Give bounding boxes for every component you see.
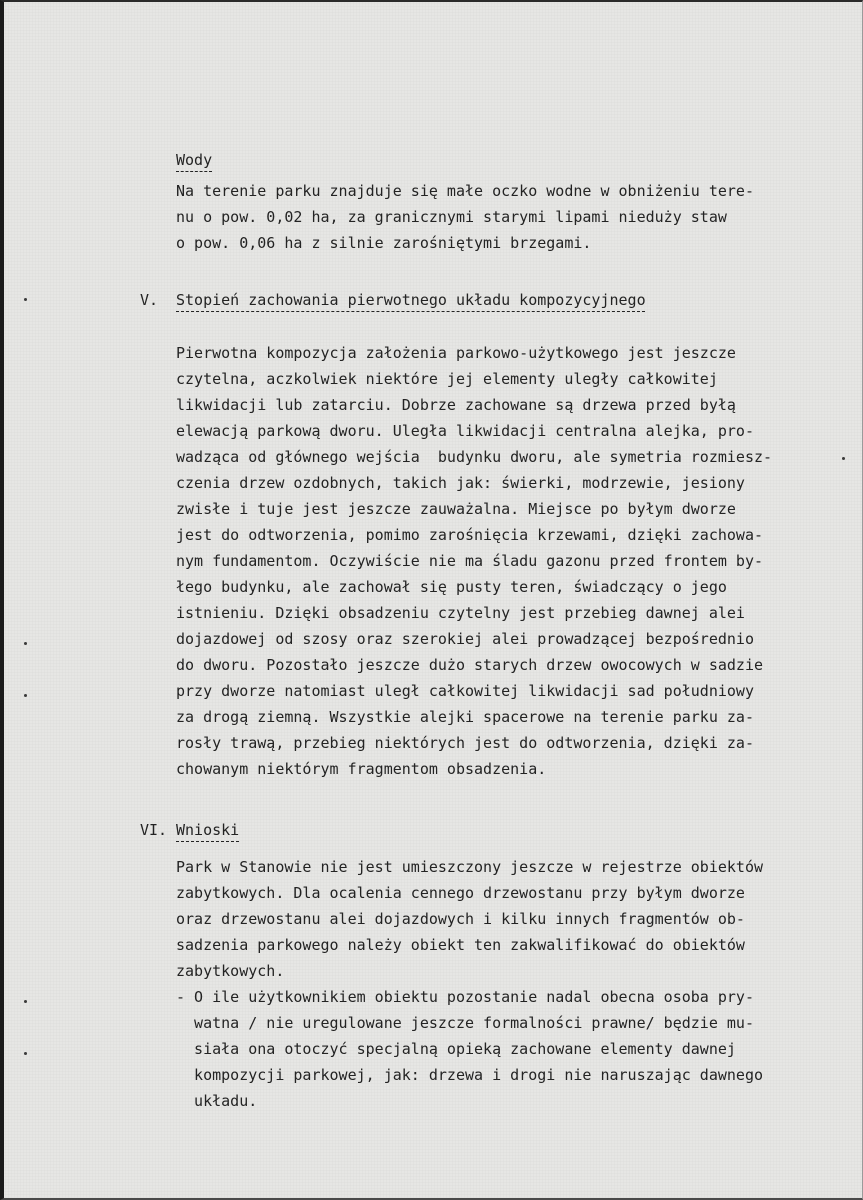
text-line: chowanym niektórym fragmentom obsadzenia. xyxy=(176,760,547,778)
bullet-line: watna / nie uregulowane jeszcze formalności prawne/ będzie mu- xyxy=(176,1014,754,1032)
text-line: elewacją parkową dworu. Uległa likwidacji centralna alejka, pro- xyxy=(176,422,754,440)
text-line: oraz drzewostanu alei dojazdowych i kilku innych fragmentów ob- xyxy=(176,910,745,928)
text-line: sadzenia parkowego należy obiekt ten zakwalifikować do obiektów xyxy=(176,936,745,954)
margin-speck xyxy=(24,298,27,301)
text-line: jest do odtworzenia, pomimo zarośnięcia krzewami, dzięki zachowa- xyxy=(176,526,763,544)
bullet-line: - O ile użytkownikiem obiektu pozostanie nadal obecna osoba pry- xyxy=(176,988,754,1006)
text-line: łego budynku, ale zachował się pusty teren, świadczący o jego xyxy=(176,578,727,596)
section-heading: Wnioski xyxy=(176,821,240,839)
margin-speck xyxy=(24,694,27,697)
margin-speck xyxy=(24,642,27,645)
margin-speck xyxy=(24,1052,27,1055)
text-line: zwisłe i tuje jest jeszcze zauważalna. Miejsce po byłym dworze xyxy=(176,500,736,518)
text-line: o pow. 0,06 ha z silnie zarośniętymi brzegami. xyxy=(176,234,592,252)
section-v-paragraph xyxy=(176,340,772,782)
text-line: Park w Stanowie nie jest umieszczony jeszcze w rejestrze obiektów xyxy=(176,858,763,876)
text-line: zabytkowych. xyxy=(176,962,285,980)
text-line: czenia drzew ozdobnych, takich jak: świerki, modrzewie, jesiony xyxy=(176,474,745,492)
section-heading: Stopień zachowania pierwotnego układu kompozycyjnego xyxy=(176,291,646,309)
bullet-line: kompozycji parkowej, jak: drzewa i drogi nie naruszając dawnego xyxy=(176,1066,763,1084)
text-line: do dworu. Pozostało jeszcze dużo starych drzew owocowych w sadzie xyxy=(176,656,763,674)
section-vi-paragraph xyxy=(176,854,763,1114)
waters-heading: Wody xyxy=(176,151,213,169)
bullet-line: układu. xyxy=(176,1092,258,1110)
text-line: likwidacji lub zatarciu. Dobrze zachowane są drzewa przed byłą xyxy=(176,396,736,414)
text-line: zabytkowych. Dla ocalenia cennego drzewostanu przy byłym dworze xyxy=(176,884,745,902)
text-line: czytelna, aczkolwiek niektóre jej elementy uległy całkowitej xyxy=(176,370,718,388)
text-line: przy dworze natomiast uległ całkowitej likwidacji sad południowy xyxy=(176,682,754,700)
bullet-line: siała ona otoczyć specjalną opieką zachowane elementy dawnej xyxy=(176,1040,736,1058)
section-number: V. xyxy=(140,291,159,309)
section-number: VI. xyxy=(140,821,168,839)
text-line: dojazdowej od szosy oraz szerokiej alei prowadzącej bezpośrednio xyxy=(176,630,754,648)
text-line: rosły trawą, przebieg niektórych jest do odtworzenia, dzięki za- xyxy=(176,734,754,752)
text-line: Na terenie parku znajduje się małe oczko wodne w obniżeniu tere- xyxy=(176,182,754,200)
text-line: Pierwotna kompozycja założenia parkowo-użytkowego jest jeszcze xyxy=(176,344,736,362)
text-line: wadząca od głównego wejścia budynku dworu, ale symetria rozmiesz- xyxy=(176,448,773,466)
margin-speck xyxy=(842,457,845,460)
text-line: nym fundamentom. Oczywiście nie ma śladu gazonu przed frontem by- xyxy=(176,552,763,570)
text-line: nu o pow. 0,02 ha, za granicznymi starymi lipami nieduży staw xyxy=(176,208,727,226)
margin-speck xyxy=(24,1000,27,1003)
waters-paragraph xyxy=(176,178,754,256)
text-line: za drogą ziemną. Wszystkie alejki spacerowe na terenie parku za- xyxy=(176,708,754,726)
text-line: istnieniu. Dzięki obsadzeniu czytelny jest przebieg dawnej alei xyxy=(176,604,745,622)
